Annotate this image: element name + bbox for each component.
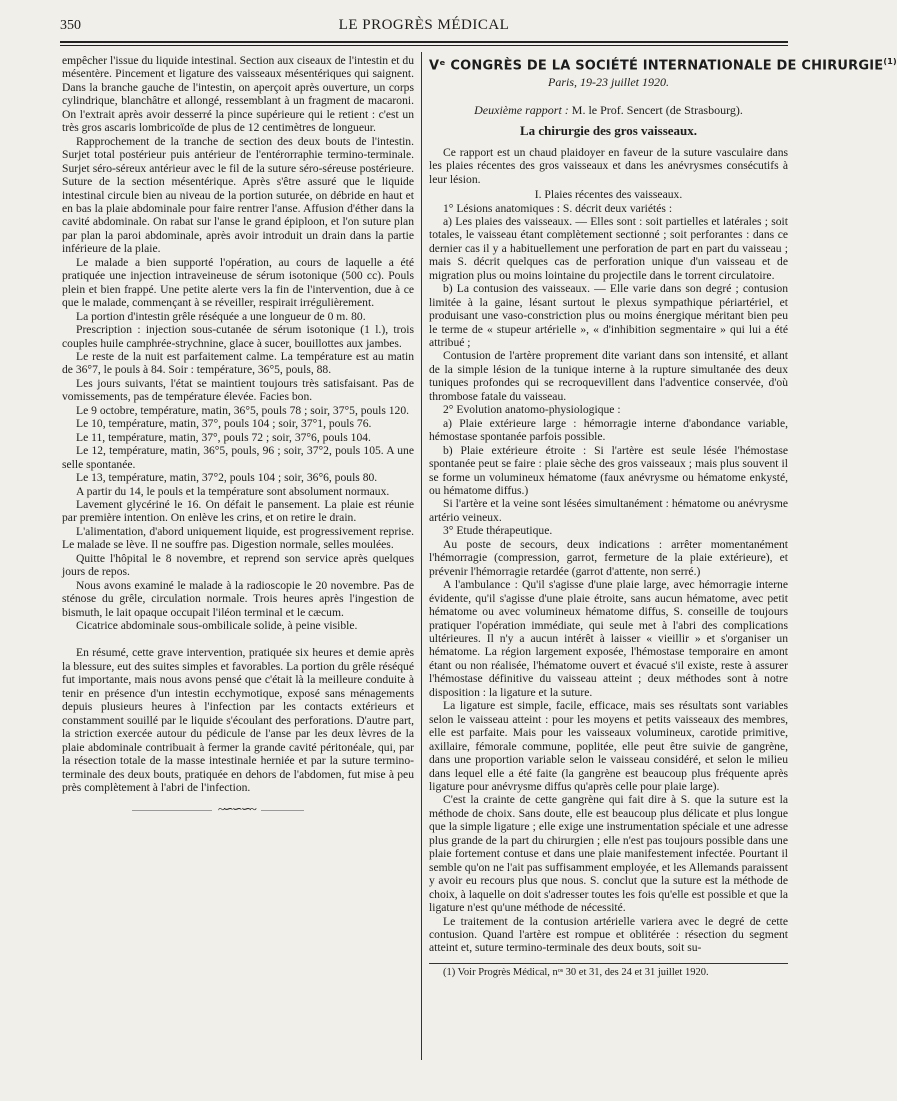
paragraph: Rapprochement de la tranche de section des deux bouts de l'intestin. Surjet total postérieur puis antérieur de l'entérorraphie termino-terminale. Surjet séro-séreux antérieur avec le fil de la suture séro-séreuse postérieure. Suture de la section mésentérique. Après s'être assuré que le liquide intestinal circule bien au niveau de la portion suturée, on débride en haut et en bas la plaie abdominale pour faire rentrer l'anse. Affusion d'éther dans la cavité abdominale. On rabat sur l'anse le grand épiploon, et l'on suture plan par plan la paroi abdominale, après avoir introduit un drain dans la partie inférieure de la plaie. xyxy=(62,134,414,256)
intro-paragraph: Ce rapport est un chaud plaidoyer en faveur de la suture vasculaire dans les plaies récentes des gros vaisseaux et dans les anévrysmes consécutifs à leur lésion. xyxy=(429,145,788,186)
paragraph: Contusion de l'artère proprement dite variant dans son intensité, et allant de la simple lésion de la tunique interne à la rupture simultanée des deux tuniques profondes qui se recroquevillent dans l'adventice conservée, d'où thrombose fatale du vaisseau. xyxy=(429,349,788,403)
paragraph: Le 13, température, matin, 37°2, pouls 104 ; soir, 36°6, pouls 80. xyxy=(76,471,378,485)
paragraph: 3° Etude thérapeutique. xyxy=(443,524,553,538)
paragraph: Le 10, température, matin, 37°, pouls 104 ; soir, 37°1, pouls 76. xyxy=(76,417,372,431)
footnote-rule xyxy=(429,963,788,964)
header-rule xyxy=(60,41,788,43)
paragraph: a) Les plaies des vaisseaux. — Elles sont : soit partielles et latérales ; soit totales, le vaisseau étant complètement sectionné ; soit perforantes : dans ce dernier cas il y a habituellement une perforation de part en part du vaisseau ; mais S. décrit quelques cas de perforation unique d'un vaisseau et de migration plus ou moins lointaine du projectile dans le torrent circulatoire. xyxy=(429,214,788,282)
report-subtitle: La chirurgie des gros vaisseaux. xyxy=(519,123,698,139)
paragraph: 1° Lésions anatomiques : S. décrit deux variétés : xyxy=(443,201,673,215)
report-author: M. le Prof. Sencert (de Strasbourg). xyxy=(571,102,743,117)
journal-title: LE PROGRÈS MÉDICAL xyxy=(338,17,510,33)
paragraph: La portion d'intestin grêle réséquée a une longueur de 0 m. 80. xyxy=(76,309,366,323)
paragraph: b) La contusion des vaisseaux. — Elle varie dans son degré ; contusion limitée à la gaine, lésant surtout le plexus sympathique périartériel, et produisant une vaso-constriction plus ou moins énergique méritant bien peu le terme de « stupeur artérielle », « d'inhibition segmentaire » qui lui a été attribué ; xyxy=(429,282,788,350)
summary-paragraph: En résumé, cette grave intervention, pratiquée six heures et demie après la blessure, eut des suites simples et favorables. La portion du grêle réséqué fut importante, mais nous avons pensé que c'était là la meilleure conduite à tenir en présence d'un intestin ecchymotique, exposé sans ménagements depuis plusieurs heures à l'infection par les contacts extérieurs et constamment souillé par le liquide s'écoulant des perforations. D'autre part, la striction exercée autour du pédicule de l'anse par les deux lèvres de la plaie abdominale contribuait à fermer la grande cavité péritonéale, qui, par la résection totale de la masse intestinale herniée et par la suture termino-terminale des deux bouts, pratiquée en dehors de l'abdomen, fut mise à peu près complètement à l'abri de l'infection. xyxy=(62,646,414,795)
paragraph: Nous avons examiné le malade à la radioscopie le 20 novembre. Pas de sténose du grêle, circulation normale. Trois heures après l'ingestion de bismuth, le lait opaque occupait l'iléon terminal et le cæcum. xyxy=(62,578,414,619)
paragraph: Le 12, température, matin, 36°5, pouls, 96 ; soir, 37°2, pouls 105. A une selle spontanée. xyxy=(62,444,414,471)
paragraph: L'alimentation, d'abord uniquement liquide, est progressivement reprise. Le malade se lève. Il ne souffre pas. Digestion normale, selles moulées. xyxy=(62,524,414,552)
paragraph: A partir du 14, le pouls et la température sont absolument normaux. xyxy=(76,484,390,498)
paragraph: Le 11, température, matin, 37°, pouls 72 ; soir, 37°6, pouls 104. xyxy=(76,430,371,444)
paragraph: C'est la crainte de cette gangrène qui fait dire à S. que la suture est la méthode de choix. Sans doute, elle est beaucoup plus délicate et plus longue que la simple ligature ; elle exige une instrumentation spéciale et une adresse plus grande de la part du chirurgien ; elle n'est pas toujours possible dans une plaie fortement contuse et dans une plaie manifestement infectée. Pourtant il semble qu'on ne l'ait pas suffisamment employée, et les Allemands paraissent y avoir eu recours plus que nous. S. conclut que la suture est la méthode de choix, à laquelle on doit s'adresser toutes les fois qu'elle est possible et que la ligature n'est qu'une méthode de nécessité. xyxy=(429,793,788,915)
paragraph: Le reste de la nuit est parfaitement calme. La température est au matin de 36°7, le pouls à 84. Soir : température, 36°5, pouls, 88. xyxy=(62,349,414,377)
page-header xyxy=(60,14,788,40)
paragraph: empêcher l'issue du liquide intestinal. Section aux ciseaux de l'intestin et du mésentère. Pincement et ligature des vaisseaux mésentériques qui saignent. Dans la branche gauche de l'intestin, on aperçoit après ouverture, un corps cylindrique, blanchâtre et allongé, ressemblant à un fragment de macaroni. On l'extrait après avoir desserré la pince supérieure qui le retient : c'est un très gros ascaris lombricoïde de plus de 12 centimètres de longueur. xyxy=(62,54,414,135)
page-number: 350 xyxy=(60,18,81,33)
paragraph: Le 9 octobre, température, matin, 36°5, pouls 78 ; soir, 37°5, pouls 120. xyxy=(76,403,410,417)
paragraph: Cicatrice abdominale sous-ombilicale solide, à peine visible. xyxy=(76,619,358,633)
report-label: Deuxième rapport : xyxy=(474,102,569,117)
place-date: Paris, 19-23 juillet 1920. xyxy=(548,75,669,90)
paragraph: Quitte l'hôpital le 8 novembre, et reprend son service après quelques jours de repos. xyxy=(62,551,414,579)
paragraph: a) Plaie extérieure large : hémorragie interne d'abondance variable, hémostase spontanée parfois possible. xyxy=(429,416,788,444)
header-rule-thin xyxy=(60,45,788,46)
end-ornament: ~∽∽∽~ xyxy=(62,806,414,814)
paragraph: Le malade a bien supporté l'opération, au cours de laquelle a été pratiquée une injection intraveineuse de sérum isotonique (500 cc). Pouls plein et bien frappé. Une petite alerte vers la fin de l'intervention, due à ce que le malade, commençant à se réveiller, respirait irrégulièrement. xyxy=(62,255,414,310)
report-line xyxy=(429,104,788,117)
paragraph: b) Plaie extérieure étroite : Si l'artère est seule lésée l'hémostase spontanée peut se faire : plaie sèche des gros vaisseaux ; mais plus souvent il se forme un volumineux hématome (faux anévrysme ou hématome enkysté, ou hématome diffus.) xyxy=(429,443,788,498)
paragraph: Au poste de secours, deux indications : arrêter momentanément l'hémorragie (compression, garrot, fermeture de la plaie extérieure), et prévenir l'hémorragie retardée (garrot d'attente, non serré.) xyxy=(429,537,788,578)
column-divider xyxy=(421,52,422,1060)
section-heading: I. Plaies récentes des vaisseaux. xyxy=(534,188,683,202)
paragraph: La ligature est simple, facile, efficace, mais ses résultats sont variables selon le vaisseau atteint : pour les moyens et petits vaisseaux des membres, elle est parfaite. Mais pour les vaisseaux volumineux, carotide primitive, axillaire, fémorale commune, poplitée, elle peut être suivie de gangrène, dans une proportion variable selon le vaisseau considéré, et selon le milieu dans lequel elle a été faite (la gangrène est beaucoup plus fréquente après ligature pour anévrysme diffus qu'après celle pour plaie large). xyxy=(429,699,788,793)
paragraph: Lavement glycériné le 16. On défait le pansement. La plaie est réunie par première intention. On enlève les crins, et on retire le drain. xyxy=(62,497,414,525)
left-column xyxy=(62,54,414,824)
footnote: (1) Voir Progrès Médical, nᵒˢ 30 et 31, des 24 et 31 juillet 1920. xyxy=(443,966,709,978)
paragraph: Si l'artère et la veine sont lésées simultanément : hématome ou anévrysme artério veineux. xyxy=(429,497,788,524)
paragraph: Prescription : injection sous-cutanée de sérum isotonique (1 l.), trois couples huile camphrée-strychnine, glace à sucer, bouillottes aux jambes. xyxy=(62,323,414,350)
right-column xyxy=(429,54,897,979)
paragraph: Le traitement de la contusion artérielle variera avec le degré de cette contusion. Quand l'artère est rompue et oblitérée : résection du segment atteint et, suture termino-terminale des deux bouts, soit su- xyxy=(429,914,788,955)
paragraph: Les jours suivants, l'état se maintient toujours très satisfaisant. Pas de vomissements, pas de température élevée. Facies bon. xyxy=(62,376,414,404)
paragraph: 2° Evolution anatomo-physiologique : xyxy=(443,403,621,417)
footnote-marker: (1) xyxy=(883,57,897,66)
paragraph: A l'ambulance : Qu'il s'agisse d'une plaie large, avec hémorragie interne évidente, qu'il s'agisse d'une plaie étroite, sans aucun hématome, avec petit hématome ou avec volumineux hématome diffus, S. conseille de toujours pratiquer l'opération immédiate, qui seule met à l'abri des complications ultérieures. Il n'y a aucun intérêt à laisser « vieillir » et s'organiser un hématome. La région largement exposée, l'hémostase temporaire en amont étant ou non réalisée, l'hématome ouvert et évacué s'il existe, reste à assurer l'hémostase définitive du vaisseau atteint ; deux méthodes sont à notre disposition : la ligature et la suture. xyxy=(429,578,788,699)
congress-title: Vᵉ CONGRÈS DE LA SOCIÉTÉ INTERNATIONALE DE CHIRURGIE$^{(1)}$ xyxy=(429,57,897,74)
